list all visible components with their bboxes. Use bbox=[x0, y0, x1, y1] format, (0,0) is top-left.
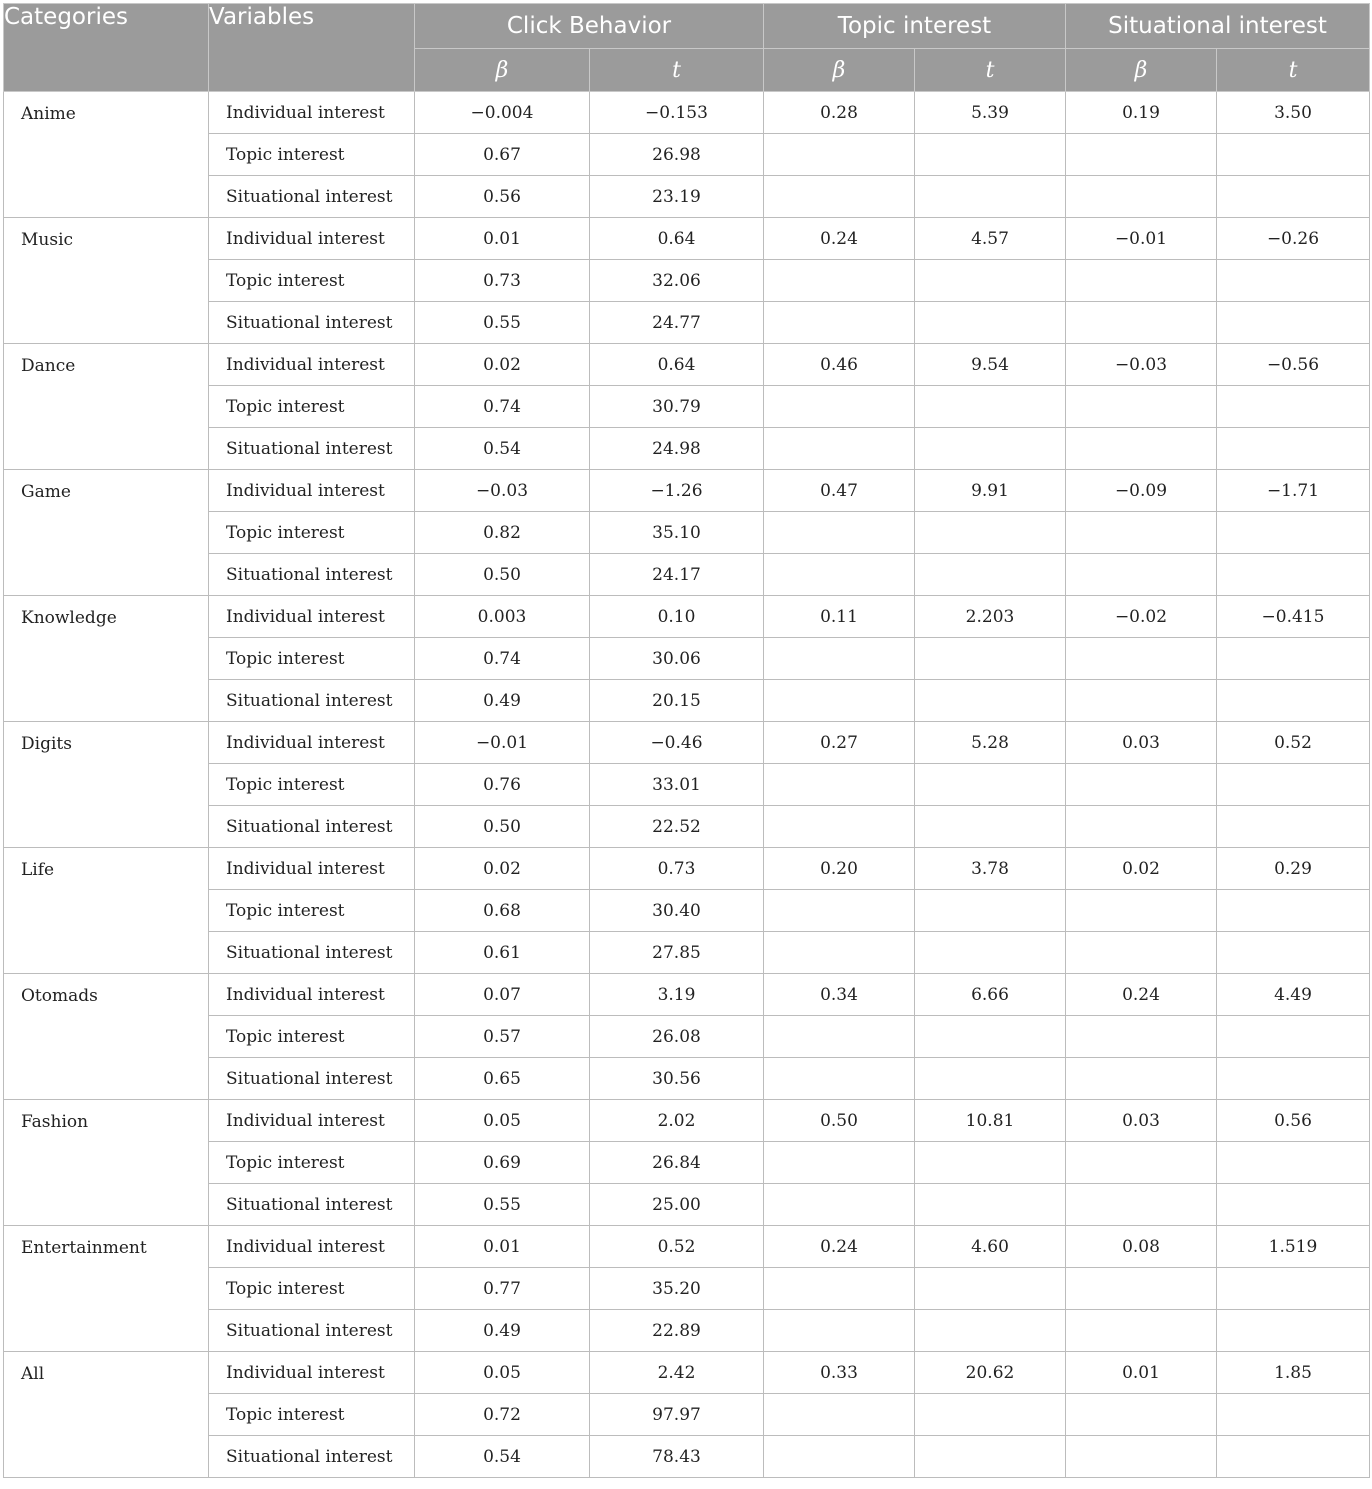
situational-interest-beta-cell bbox=[1066, 932, 1217, 974]
situational-interest-beta-cell bbox=[1066, 512, 1217, 554]
variable-cell: Topic interest bbox=[209, 890, 415, 932]
click-behavior-beta-cell: 0.02 bbox=[415, 344, 590, 386]
topic-interest-t-cell bbox=[915, 260, 1066, 302]
click-behavior-t-cell: 0.73 bbox=[590, 848, 764, 890]
table-row bbox=[4, 848, 1370, 890]
topic-interest-beta-cell: 0.34 bbox=[764, 974, 915, 1016]
situational-interest-t-cell bbox=[1217, 1268, 1370, 1310]
situational-interest-t-cell bbox=[1217, 1184, 1370, 1226]
topic-interest-beta-cell bbox=[764, 554, 915, 596]
category-cell: Anime bbox=[4, 92, 209, 218]
variable-cell: Situational interest bbox=[209, 680, 415, 722]
click-behavior-t-cell: 22.89 bbox=[590, 1310, 764, 1352]
topic-interest-t-cell: 6.66 bbox=[915, 974, 1066, 1016]
situational-interest-beta-cell bbox=[1066, 1058, 1217, 1100]
topic-interest-beta-cell bbox=[764, 302, 915, 344]
table-row bbox=[4, 1058, 1370, 1100]
topic-interest-beta-cell bbox=[764, 764, 915, 806]
topic-interest-t-cell bbox=[915, 554, 1066, 596]
variable-cell: Individual interest bbox=[209, 1226, 415, 1268]
situational-interest-t-cell bbox=[1217, 890, 1370, 932]
topic-interest-beta-cell bbox=[764, 512, 915, 554]
topic-interest-t-cell bbox=[915, 1436, 1066, 1478]
click-behavior-t-cell: 26.84 bbox=[590, 1142, 764, 1184]
click-behavior-beta-cell: 0.003 bbox=[415, 596, 590, 638]
situational-interest-beta-cell bbox=[1066, 176, 1217, 218]
categories-header: Categories bbox=[4, 4, 209, 92]
variable-cell: Individual interest bbox=[209, 974, 415, 1016]
variable-cell: Topic interest bbox=[209, 1394, 415, 1436]
situational-interest-beta-cell bbox=[1066, 386, 1217, 428]
topic-interest-beta-cell: 0.46 bbox=[764, 344, 915, 386]
topic-interest-beta-cell bbox=[764, 1058, 915, 1100]
situational-interest-t-cell bbox=[1217, 1142, 1370, 1184]
situational-interest-beta-cell bbox=[1066, 260, 1217, 302]
situational-interest-beta-cell: 0.02 bbox=[1066, 848, 1217, 890]
situational-interest-beta-cell bbox=[1066, 638, 1217, 680]
click-behavior-beta-cell: 0.01 bbox=[415, 218, 590, 260]
topic-interest-t-cell bbox=[915, 764, 1066, 806]
table-row bbox=[4, 386, 1370, 428]
situational-interest-beta-cell bbox=[1066, 1016, 1217, 1058]
variable-cell: Situational interest bbox=[209, 1058, 415, 1100]
table-row bbox=[4, 1142, 1370, 1184]
topic-interest-t-cell bbox=[915, 134, 1066, 176]
variable-cell: Topic interest bbox=[209, 386, 415, 428]
topic-interest-beta-cell bbox=[764, 1394, 915, 1436]
topic-interest-beta-cell bbox=[764, 1268, 915, 1310]
situational-interest-beta-cell bbox=[1066, 1142, 1217, 1184]
click-behavior-beta-cell: 0.74 bbox=[415, 386, 590, 428]
header-row-groups bbox=[4, 4, 1370, 49]
click-behavior-t-cell: 0.10 bbox=[590, 596, 764, 638]
table-header bbox=[4, 4, 1370, 92]
click-behavior-t-cell: 24.77 bbox=[590, 302, 764, 344]
table-row bbox=[4, 1310, 1370, 1352]
table-row bbox=[4, 974, 1370, 1016]
table-row bbox=[4, 1226, 1370, 1268]
click-behavior-beta-cell: 0.02 bbox=[415, 848, 590, 890]
situational-interest-beta-cell bbox=[1066, 302, 1217, 344]
table-row bbox=[4, 470, 1370, 512]
topic-interest-beta-cell: 0.50 bbox=[764, 1100, 915, 1142]
click-behavior-t-cell: 30.56 bbox=[590, 1058, 764, 1100]
situational-interest-beta-cell: −0.03 bbox=[1066, 344, 1217, 386]
situational-interest-beta-cell bbox=[1066, 1394, 1217, 1436]
click-behavior-beta-cell: 0.56 bbox=[415, 176, 590, 218]
variable-cell: Individual interest bbox=[209, 848, 415, 890]
click-behavior-t-cell: 23.19 bbox=[590, 176, 764, 218]
variable-cell: Topic interest bbox=[209, 638, 415, 680]
situational-interest-beta-cell: −0.01 bbox=[1066, 218, 1217, 260]
topic-interest-beta-cell bbox=[764, 1310, 915, 1352]
situational-interest-t-cell bbox=[1217, 638, 1370, 680]
topic-interest-beta-cell bbox=[764, 1142, 915, 1184]
category-cell: Music bbox=[4, 218, 209, 344]
situational-interest-t-cell: 1.85 bbox=[1217, 1352, 1370, 1394]
topic-interest-t-cell bbox=[915, 386, 1066, 428]
variable-cell: Individual interest bbox=[209, 596, 415, 638]
variables-header: Variables bbox=[209, 4, 415, 92]
situational-interest-beta-cell bbox=[1066, 428, 1217, 470]
click-behavior-beta-cell: 0.55 bbox=[415, 302, 590, 344]
topic-interest-beta-cell bbox=[764, 638, 915, 680]
situational-interest-beta-cell bbox=[1066, 806, 1217, 848]
click-behavior-t-cell: 33.01 bbox=[590, 764, 764, 806]
table-row bbox=[4, 722, 1370, 764]
situational-interest-beta-cell bbox=[1066, 134, 1217, 176]
situational-interest-t-cell bbox=[1217, 932, 1370, 974]
topic-interest-t-cell bbox=[915, 1184, 1066, 1226]
table-row bbox=[4, 260, 1370, 302]
variable-cell: Topic interest bbox=[209, 1268, 415, 1310]
click-behavior-t-cell: 27.85 bbox=[590, 932, 764, 974]
table-row bbox=[4, 1268, 1370, 1310]
table-row bbox=[4, 1100, 1370, 1142]
situational-interest-t-cell: 4.49 bbox=[1217, 974, 1370, 1016]
category-cell: Game bbox=[4, 470, 209, 596]
topic-interest-beta-cell: 0.28 bbox=[764, 92, 915, 134]
variable-cell: Topic interest bbox=[209, 134, 415, 176]
topic-interest-beta-cell bbox=[764, 176, 915, 218]
click-behavior-t-cell: 25.00 bbox=[590, 1184, 764, 1226]
situational-interest-t-cell bbox=[1217, 386, 1370, 428]
situational-interest-t-cell bbox=[1217, 1310, 1370, 1352]
situational-interest-beta-cell bbox=[1066, 1310, 1217, 1352]
click-behavior-t-cell: 97.97 bbox=[590, 1394, 764, 1436]
click-behavior-beta-cell: 0.67 bbox=[415, 134, 590, 176]
click-behavior-beta-cell: 0.05 bbox=[415, 1100, 590, 1142]
click-behavior-t-cell: 78.43 bbox=[590, 1436, 764, 1478]
click-behavior-t-cell: 26.08 bbox=[590, 1016, 764, 1058]
topic-interest-t-cell bbox=[915, 428, 1066, 470]
variable-cell: Topic interest bbox=[209, 1142, 415, 1184]
topic-interest-t-cell: 3.78 bbox=[915, 848, 1066, 890]
click-behavior-beta-cell: 0.49 bbox=[415, 1310, 590, 1352]
click-behavior-beta-cell: 0.05 bbox=[415, 1352, 590, 1394]
click-behavior-t-cell: 35.10 bbox=[590, 512, 764, 554]
table-row bbox=[4, 932, 1370, 974]
topic-interest-t-cell: 5.39 bbox=[915, 92, 1066, 134]
table-row bbox=[4, 638, 1370, 680]
situational-interest-beta-cell: 0.01 bbox=[1066, 1352, 1217, 1394]
topic-interest-t-cell bbox=[915, 176, 1066, 218]
table-row bbox=[4, 596, 1370, 638]
topic-interest-t-cell bbox=[915, 1394, 1066, 1436]
table-row bbox=[4, 1436, 1370, 1478]
situational-interest-t-header: t bbox=[1217, 49, 1370, 92]
topic-interest-t-cell bbox=[915, 512, 1066, 554]
situational-interest-beta-cell: −0.09 bbox=[1066, 470, 1217, 512]
variable-cell: Topic interest bbox=[209, 1016, 415, 1058]
table-row bbox=[4, 764, 1370, 806]
topic-interest-beta-cell: 0.24 bbox=[764, 1226, 915, 1268]
click-behavior-beta-cell: 0.74 bbox=[415, 638, 590, 680]
situational-interest-beta-cell bbox=[1066, 554, 1217, 596]
topic-interest-beta-cell: 0.33 bbox=[764, 1352, 915, 1394]
click-behavior-t-cell: 24.17 bbox=[590, 554, 764, 596]
variable-cell: Situational interest bbox=[209, 1310, 415, 1352]
click-behavior-t-cell: 2.02 bbox=[590, 1100, 764, 1142]
situational-interest-t-cell bbox=[1217, 764, 1370, 806]
situational-interest-t-cell bbox=[1217, 554, 1370, 596]
click-behavior-beta-cell: 0.76 bbox=[415, 764, 590, 806]
table-row bbox=[4, 92, 1370, 134]
click-behavior-t-cell: −1.26 bbox=[590, 470, 764, 512]
topic-interest-t-cell: 2.203 bbox=[915, 596, 1066, 638]
situational-interest-t-cell: −0.26 bbox=[1217, 218, 1370, 260]
topic-interest-beta-cell: 0.20 bbox=[764, 848, 915, 890]
click-behavior-beta-cell: −0.03 bbox=[415, 470, 590, 512]
topic-interest-t-cell bbox=[915, 1058, 1066, 1100]
click-behavior-t-cell: 30.06 bbox=[590, 638, 764, 680]
topic-interest-beta-cell bbox=[764, 1184, 915, 1226]
topic-interest-t-cell: 4.60 bbox=[915, 1226, 1066, 1268]
topic-interest-beta-cell bbox=[764, 260, 915, 302]
table-row bbox=[4, 890, 1370, 932]
topic-interest-beta-cell bbox=[764, 680, 915, 722]
category-cell: Entertainment bbox=[4, 1226, 209, 1352]
category-cell: Knowledge bbox=[4, 596, 209, 722]
situational-interest-beta-cell: 0.08 bbox=[1066, 1226, 1217, 1268]
table-body bbox=[4, 92, 1370, 1478]
table-row bbox=[4, 134, 1370, 176]
variable-cell: Individual interest bbox=[209, 1352, 415, 1394]
click-behavior-t-header: t bbox=[590, 49, 764, 92]
situational-interest-beta-cell: −0.02 bbox=[1066, 596, 1217, 638]
category-cell: Digits bbox=[4, 722, 209, 848]
topic-interest-t-cell: 4.57 bbox=[915, 218, 1066, 260]
table-row bbox=[4, 1016, 1370, 1058]
topic-interest-beta-header: β bbox=[764, 49, 915, 92]
click-behavior-beta-header: β bbox=[415, 49, 590, 92]
variable-cell: Individual interest bbox=[209, 470, 415, 512]
situational-interest-t-cell: −1.71 bbox=[1217, 470, 1370, 512]
table-row bbox=[4, 1184, 1370, 1226]
situational-interest-t-cell: 0.29 bbox=[1217, 848, 1370, 890]
situational-interest-t-cell: −0.415 bbox=[1217, 596, 1370, 638]
topic-interest-beta-cell bbox=[764, 890, 915, 932]
variable-cell: Situational interest bbox=[209, 806, 415, 848]
topic-interest-header: Topic interest bbox=[764, 4, 1066, 49]
topic-interest-beta-cell bbox=[764, 932, 915, 974]
variable-cell: Individual interest bbox=[209, 722, 415, 764]
click-behavior-t-cell: 22.52 bbox=[590, 806, 764, 848]
topic-interest-t-cell bbox=[915, 890, 1066, 932]
click-behavior-beta-cell: 0.07 bbox=[415, 974, 590, 1016]
click-behavior-beta-cell: 0.61 bbox=[415, 932, 590, 974]
topic-interest-t-cell bbox=[915, 1142, 1066, 1184]
click-behavior-t-cell: 35.20 bbox=[590, 1268, 764, 1310]
situational-interest-t-cell: 1.519 bbox=[1217, 1226, 1370, 1268]
situational-interest-beta-cell bbox=[1066, 1184, 1217, 1226]
click-behavior-t-cell: 26.98 bbox=[590, 134, 764, 176]
situational-interest-t-cell bbox=[1217, 1436, 1370, 1478]
category-cell: Fashion bbox=[4, 1100, 209, 1226]
click-behavior-beta-cell: 0.50 bbox=[415, 554, 590, 596]
variable-cell: Individual interest bbox=[209, 1100, 415, 1142]
situational-interest-t-cell bbox=[1217, 260, 1370, 302]
topic-interest-t-cell: 9.54 bbox=[915, 344, 1066, 386]
situational-interest-t-cell: 0.52 bbox=[1217, 722, 1370, 764]
variable-cell: Individual interest bbox=[209, 344, 415, 386]
variable-cell: Topic interest bbox=[209, 260, 415, 302]
click-behavior-t-cell: 20.15 bbox=[590, 680, 764, 722]
click-behavior-beta-cell: 0.57 bbox=[415, 1016, 590, 1058]
table-row bbox=[4, 806, 1370, 848]
click-behavior-t-cell: 2.42 bbox=[590, 1352, 764, 1394]
click-behavior-beta-cell: 0.49 bbox=[415, 680, 590, 722]
situational-interest-t-cell: 3.50 bbox=[1217, 92, 1370, 134]
click-behavior-beta-cell: 0.69 bbox=[415, 1142, 590, 1184]
topic-interest-t-cell bbox=[915, 1268, 1066, 1310]
situational-interest-beta-cell: 0.03 bbox=[1066, 1100, 1217, 1142]
click-behavior-t-cell: 0.52 bbox=[590, 1226, 764, 1268]
category-cell: Dance bbox=[4, 344, 209, 470]
click-behavior-beta-cell: −0.004 bbox=[415, 92, 590, 134]
situational-interest-t-cell: −0.56 bbox=[1217, 344, 1370, 386]
category-cell: Life bbox=[4, 848, 209, 974]
situational-interest-t-cell bbox=[1217, 1394, 1370, 1436]
topic-interest-beta-cell bbox=[764, 1436, 915, 1478]
situational-interest-t-cell bbox=[1217, 680, 1370, 722]
category-cell: All bbox=[4, 1352, 209, 1478]
click-behavior-beta-cell: 0.65 bbox=[415, 1058, 590, 1100]
topic-interest-t-cell bbox=[915, 302, 1066, 344]
click-behavior-t-cell: 30.79 bbox=[590, 386, 764, 428]
situational-interest-t-cell bbox=[1217, 176, 1370, 218]
variable-cell: Topic interest bbox=[209, 764, 415, 806]
topic-interest-t-cell bbox=[915, 932, 1066, 974]
click-behavior-beta-cell: 0.68 bbox=[415, 890, 590, 932]
click-behavior-t-cell: 0.64 bbox=[590, 344, 764, 386]
situational-interest-beta-cell bbox=[1066, 1268, 1217, 1310]
situational-interest-beta-header: β bbox=[1066, 49, 1217, 92]
situational-interest-t-cell bbox=[1217, 428, 1370, 470]
click-behavior-t-cell: 0.64 bbox=[590, 218, 764, 260]
variable-cell: Individual interest bbox=[209, 218, 415, 260]
variable-cell: Topic interest bbox=[209, 512, 415, 554]
situational-interest-beta-cell: 0.24 bbox=[1066, 974, 1217, 1016]
topic-interest-beta-cell bbox=[764, 428, 915, 470]
topic-interest-t-cell: 20.62 bbox=[915, 1352, 1066, 1394]
variable-cell: Situational interest bbox=[209, 554, 415, 596]
topic-interest-t-cell bbox=[915, 1016, 1066, 1058]
click-behavior-beta-cell: −0.01 bbox=[415, 722, 590, 764]
topic-interest-t-header: t bbox=[915, 49, 1066, 92]
situational-interest-t-cell bbox=[1217, 512, 1370, 554]
topic-interest-beta-cell: 0.27 bbox=[764, 722, 915, 764]
table-row bbox=[4, 1352, 1370, 1394]
topic-interest-beta-cell bbox=[764, 134, 915, 176]
topic-interest-beta-cell: 0.24 bbox=[764, 218, 915, 260]
variable-cell: Situational interest bbox=[209, 428, 415, 470]
click-behavior-beta-cell: 0.73 bbox=[415, 260, 590, 302]
click-behavior-beta-cell: 0.77 bbox=[415, 1268, 590, 1310]
situational-interest-beta-cell bbox=[1066, 890, 1217, 932]
click-behavior-beta-cell: 0.50 bbox=[415, 806, 590, 848]
situational-interest-t-cell bbox=[1217, 302, 1370, 344]
topic-interest-t-cell bbox=[915, 638, 1066, 680]
topic-interest-beta-cell: 0.11 bbox=[764, 596, 915, 638]
situational-interest-t-cell bbox=[1217, 806, 1370, 848]
situational-interest-beta-cell: 0.03 bbox=[1066, 722, 1217, 764]
click-behavior-t-cell: −0.153 bbox=[590, 92, 764, 134]
click-behavior-beta-cell: 0.82 bbox=[415, 512, 590, 554]
click-behavior-t-cell: 30.40 bbox=[590, 890, 764, 932]
click-behavior-beta-cell: 0.55 bbox=[415, 1184, 590, 1226]
variable-cell: Individual interest bbox=[209, 92, 415, 134]
click-behavior-t-cell: −0.46 bbox=[590, 722, 764, 764]
variable-cell: Situational interest bbox=[209, 1184, 415, 1226]
variable-cell: Situational interest bbox=[209, 176, 415, 218]
topic-interest-t-cell: 10.81 bbox=[915, 1100, 1066, 1142]
table-row bbox=[4, 176, 1370, 218]
situational-interest-beta-cell bbox=[1066, 764, 1217, 806]
table-row bbox=[4, 428, 1370, 470]
situational-interest-beta-cell: 0.19 bbox=[1066, 92, 1217, 134]
topic-interest-t-cell bbox=[915, 680, 1066, 722]
table-row bbox=[4, 554, 1370, 596]
click-behavior-header: Click Behavior bbox=[415, 4, 764, 49]
click-behavior-t-cell: 24.98 bbox=[590, 428, 764, 470]
topic-interest-beta-cell bbox=[764, 806, 915, 848]
topic-interest-t-cell: 5.28 bbox=[915, 722, 1066, 764]
table-row bbox=[4, 344, 1370, 386]
situational-interest-beta-cell bbox=[1066, 680, 1217, 722]
topic-interest-beta-cell bbox=[764, 1016, 915, 1058]
situational-interest-t-cell bbox=[1217, 1016, 1370, 1058]
variable-cell: Situational interest bbox=[209, 1436, 415, 1478]
results-table bbox=[3, 3, 1370, 1478]
table-row bbox=[4, 302, 1370, 344]
topic-interest-t-cell bbox=[915, 806, 1066, 848]
situational-interest-t-cell bbox=[1217, 134, 1370, 176]
click-behavior-t-cell: 32.06 bbox=[590, 260, 764, 302]
situational-interest-header: Situational interest bbox=[1066, 4, 1370, 49]
table-row bbox=[4, 218, 1370, 260]
click-behavior-beta-cell: 0.54 bbox=[415, 428, 590, 470]
situational-interest-t-cell bbox=[1217, 1058, 1370, 1100]
click-behavior-beta-cell: 0.01 bbox=[415, 1226, 590, 1268]
variable-cell: Situational interest bbox=[209, 302, 415, 344]
click-behavior-t-cell: 3.19 bbox=[590, 974, 764, 1016]
topic-interest-t-cell bbox=[915, 1310, 1066, 1352]
topic-interest-beta-cell: 0.47 bbox=[764, 470, 915, 512]
table-row bbox=[4, 680, 1370, 722]
table-row bbox=[4, 512, 1370, 554]
category-cell: Otomads bbox=[4, 974, 209, 1100]
situational-interest-t-cell: 0.56 bbox=[1217, 1100, 1370, 1142]
click-behavior-beta-cell: 0.54 bbox=[415, 1436, 590, 1478]
topic-interest-beta-cell bbox=[764, 386, 915, 428]
topic-interest-t-cell: 9.91 bbox=[915, 470, 1066, 512]
click-behavior-beta-cell: 0.72 bbox=[415, 1394, 590, 1436]
situational-interest-beta-cell bbox=[1066, 1436, 1217, 1478]
variable-cell: Situational interest bbox=[209, 932, 415, 974]
table-row bbox=[4, 1394, 1370, 1436]
